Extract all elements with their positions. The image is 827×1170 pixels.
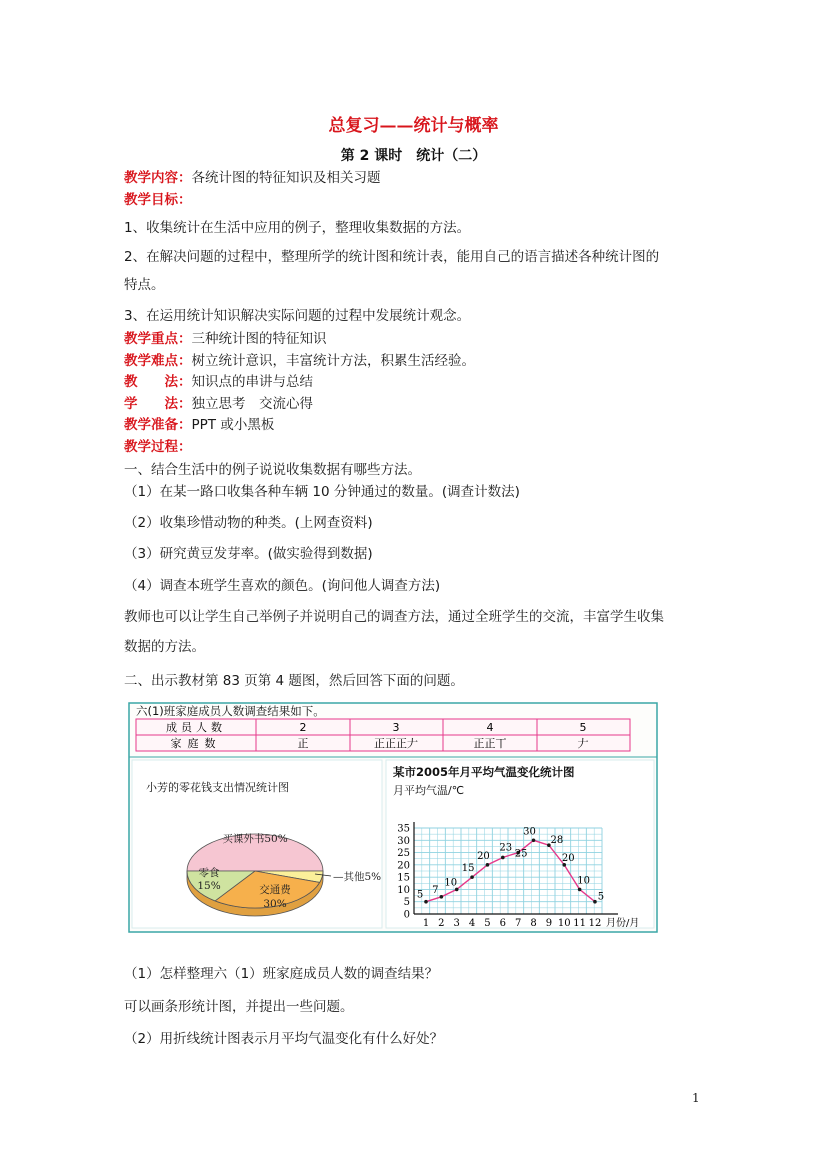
data-label: 20 [477,850,490,862]
prep-line [124,413,274,433]
x-tick-label: 3 [453,918,460,929]
content-label: 教学内容： [124,170,192,186]
x-tick-label: 6 [499,918,506,929]
y-tick-label: 15 [397,872,410,884]
x-tick-label: 8 [530,918,537,929]
data-label: 15 [461,863,475,875]
goal-item: 3、在运用统计知识解决实际问题的过程中发展统计观念。 [124,308,471,324]
row-header-families: 家庭数 [170,737,222,750]
data-label: 20 [561,852,575,864]
tally: 正正正𠂇 [374,737,418,750]
table-title: 六(1)班家庭成员人数调查结果如下。 [136,704,325,718]
textbook-figure [128,702,658,933]
question-line: 可以画条形统计图，并提出一些问题。 [124,999,354,1015]
data-label: 10 [444,877,458,889]
member-count: 5 [579,721,587,734]
process-line: （2）收集珍惜动物的种类。(上网查资料) [124,515,373,531]
process-line: 二、出示教材第 83 页第 4 题图，然后回答下面的问题。 [124,673,464,689]
goals-label: 教学目标： [124,192,192,208]
process-label: 教学过程： [124,439,192,455]
row-header-members: 成员人数 [166,721,226,734]
goal-item: 2、在解决问题的过程中，整理所学的统计图和统计表，能用自己的语言描述各种统计图的 [124,249,660,265]
x-tick-label: 9 [545,918,553,929]
lesson-subtitle: 第 2 课时 统计（二） [340,148,487,164]
pie-title: 小芳的零花钱支出情况统计图 [146,781,289,794]
data-label: 23 [499,842,513,854]
learn-method-text: 独立思考 交流心得 [191,396,313,412]
process-line: （3）研究黄豆发芽率。(做实验得到数据) [124,546,373,562]
prep-text: PPT 或小黑板 [191,417,275,433]
goal-item: 1、收集统计在生活中应用的例子，整理收集数据的方法。 [124,220,471,236]
data-point [593,900,597,904]
y-axis-label: 月平均气温/℃ [393,784,465,797]
goals-label-line [124,188,192,208]
y-tick-label: 10 [397,884,410,896]
question-line: （1）怎样整理六（1）班家庭成员人数的调查结果？ [124,966,439,982]
process-line: （4）调查本班学生喜欢的颜色。(询问他人调查方法) [124,578,441,594]
pie-label-transport-value: 30% [263,898,287,910]
x-tick-label: 1 [422,918,430,929]
page-number: 1 [692,1091,700,1105]
teach-method-line [124,370,313,390]
tally: 𠂇 [577,737,589,750]
learn-method-label: 学 法： [124,396,192,412]
data-point [440,895,444,899]
tally: 正正丅 [473,737,507,750]
x-tick-label: 2 [438,918,445,929]
data-label: 28 [550,835,564,847]
line-title: 某市2005年月平均气温变化统计图 [393,765,575,779]
key-points-label: 教学重点： [124,331,192,347]
data-label: 7 [432,884,439,896]
data-point [486,863,490,867]
x-axis-label: 月份/月 [606,918,640,929]
learn-method-line [124,392,313,412]
pie-label-transport: 交通费 [259,884,291,896]
pie-label-snacks: 零食 [198,867,220,879]
y-tick-label: 0 [403,909,410,921]
page-title: 总复习——统计与概率 [328,116,499,136]
question-line: （2）用折线统计图表示月平均气温变化有什么好处？ [124,1031,444,1047]
data-point [424,900,428,904]
x-tick-label: 7 [514,918,522,929]
goal-item: 特点。 [124,277,165,293]
x-tick-label: 11 [573,918,586,929]
process-line: （1）在某一路口收集各种车辆 10 分钟通过的数量。(调查计数法) [124,484,520,500]
process-line: 一、结合生活中的例子说说收集数据有哪些方法。 [124,462,421,478]
data-point [578,888,582,892]
data-label: 5 [416,889,424,901]
x-tick-label: 12 [588,918,602,929]
y-tick-label: 25 [397,848,410,860]
difficulty-label: 教学难点： [124,353,192,369]
data-label: 10 [577,875,590,887]
content-text: 各统计图的特征知识及相关习题 [191,170,381,186]
member-count: 2 [299,721,307,734]
data-label: 5 [597,891,605,903]
y-tick-label: 30 [397,835,410,847]
process-line: 数据的方法。 [124,639,205,655]
member-count: 3 [392,721,400,734]
teach-method-label: 教 法： [124,374,192,390]
process-label-line [124,435,192,455]
pie-label-books: 买课外书50% [222,833,288,845]
tally: 正 [297,737,309,750]
data-point [532,838,536,842]
y-tick-label: 5 [403,897,410,909]
data-point [470,875,474,879]
x-tick-label: 4 [468,918,476,929]
data-label: 30 [523,826,536,838]
x-tick-label: 5 [484,918,491,929]
y-tick-label: 20 [397,860,410,872]
process-line: 教师也可以让学生自己举例子并说明自己的调查方法，通过全班学生的交流，丰富学生收集 [124,609,664,625]
key-points-line [124,327,327,347]
data-point [501,856,505,860]
teach-method-text: 知识点的串讲与总结 [191,374,313,390]
pie-label-other: —其他5% [333,871,382,883]
y-tick-label: 35 [397,823,410,835]
pie-label-snacks-value: 15% [197,880,221,892]
difficulty-line [124,349,475,369]
content-line [124,166,381,186]
prep-label: 教学准备： [124,417,192,433]
key-points-text: 三种统计图的特征知识 [191,331,327,347]
member-count: 4 [486,721,494,734]
x-tick-label: 10 [557,918,571,929]
data-label: 25 [514,848,528,860]
difficulty-text: 树立统计意识，丰富统计方法，积累生活经验。 [191,353,475,369]
